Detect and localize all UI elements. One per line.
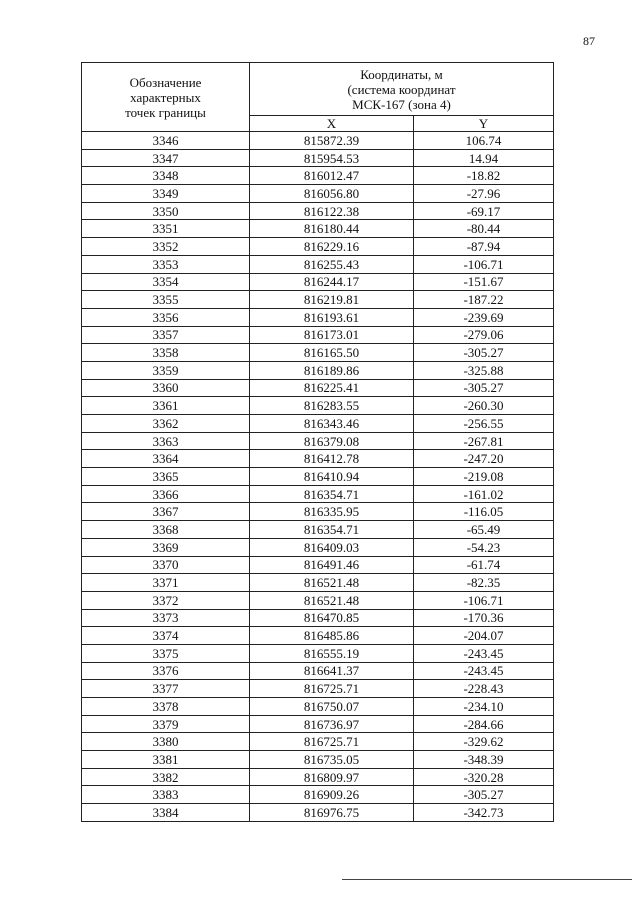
point-id-cell: 3363 bbox=[82, 432, 250, 450]
header-coords-line: (система координат bbox=[347, 81, 456, 97]
table-row bbox=[82, 574, 554, 592]
x-coordinate-cell: 816244.17 bbox=[250, 273, 414, 291]
table-row bbox=[82, 521, 554, 539]
x-coordinate-cell: 816056.80 bbox=[250, 185, 414, 203]
point-id-cell: 3359 bbox=[82, 361, 250, 379]
y-coordinate-cell: -80.44 bbox=[414, 220, 554, 238]
table-row bbox=[82, 167, 554, 185]
point-id-cell: 3352 bbox=[82, 238, 250, 256]
point-id-cell: 3360 bbox=[82, 379, 250, 397]
y-coordinate-cell: -239.69 bbox=[414, 308, 554, 326]
point-id-cell: 3366 bbox=[82, 485, 250, 503]
x-coordinate-cell: 816343.46 bbox=[250, 415, 414, 433]
x-coordinate-cell: 816255.43 bbox=[250, 255, 414, 273]
x-coordinate-cell: 816412.78 bbox=[250, 450, 414, 468]
table-row bbox=[82, 379, 554, 397]
y-coordinate-cell: -234.10 bbox=[414, 698, 554, 716]
x-coordinate-cell: 816485.86 bbox=[250, 627, 414, 645]
point-id-cell: 3357 bbox=[82, 326, 250, 344]
x-coordinate-cell: 816909.26 bbox=[250, 786, 414, 804]
table-row bbox=[82, 768, 554, 786]
table-row bbox=[82, 132, 554, 150]
point-id-cell: 3351 bbox=[82, 220, 250, 238]
y-coordinate-cell: -18.82 bbox=[414, 167, 554, 185]
x-coordinate-cell: 816219.81 bbox=[250, 291, 414, 309]
y-coordinate-cell: -54.23 bbox=[414, 538, 554, 556]
point-id-cell: 3346 bbox=[82, 132, 250, 150]
y-coordinate-cell: -325.88 bbox=[414, 361, 554, 379]
table-row bbox=[82, 715, 554, 733]
x-coordinate-cell: 816165.50 bbox=[250, 344, 414, 362]
y-coordinate-cell: -204.07 bbox=[414, 627, 554, 645]
x-coordinate-cell: 816180.44 bbox=[250, 220, 414, 238]
point-id-cell: 3381 bbox=[82, 751, 250, 769]
y-coordinate-cell: -219.08 bbox=[414, 468, 554, 486]
header-coords-line: МСК-167 (зона 4) bbox=[352, 96, 451, 112]
y-coordinate-cell: -342.73 bbox=[414, 804, 554, 822]
table-row bbox=[82, 344, 554, 362]
y-coordinate-cell: -267.81 bbox=[414, 432, 554, 450]
y-coordinate-cell: -161.02 bbox=[414, 485, 554, 503]
table-row bbox=[82, 255, 554, 273]
table-body bbox=[82, 132, 554, 822]
x-coordinate-cell: 816521.48 bbox=[250, 591, 414, 609]
y-coordinate-cell: -106.71 bbox=[414, 591, 554, 609]
table-row bbox=[82, 751, 554, 769]
y-coordinate-cell: -305.27 bbox=[414, 344, 554, 362]
x-coordinate-cell: 816379.08 bbox=[250, 432, 414, 450]
point-id-cell: 3379 bbox=[82, 715, 250, 733]
point-id-cell: 3350 bbox=[82, 202, 250, 220]
table-row bbox=[82, 627, 554, 645]
point-id-cell: 3371 bbox=[82, 574, 250, 592]
header-x: X bbox=[250, 116, 414, 132]
x-coordinate-cell: 816809.97 bbox=[250, 768, 414, 786]
point-id-cell: 3358 bbox=[82, 344, 250, 362]
x-coordinate-cell: 816012.47 bbox=[250, 167, 414, 185]
x-coordinate-cell: 816976.75 bbox=[250, 804, 414, 822]
table-row bbox=[82, 538, 554, 556]
x-coordinate-cell: 816189.86 bbox=[250, 361, 414, 379]
point-id-cell: 3347 bbox=[82, 149, 250, 167]
x-coordinate-cell: 815954.53 bbox=[250, 149, 414, 167]
x-coordinate-cell: 815872.39 bbox=[250, 132, 414, 150]
point-id-cell: 3353 bbox=[82, 255, 250, 273]
header-y: Y bbox=[414, 116, 554, 132]
y-coordinate-cell: -151.67 bbox=[414, 273, 554, 291]
x-coordinate-cell: 816122.38 bbox=[250, 202, 414, 220]
table-row bbox=[82, 308, 554, 326]
point-id-cell: 3365 bbox=[82, 468, 250, 486]
x-coordinate-cell: 816725.71 bbox=[250, 680, 414, 698]
table-row bbox=[82, 361, 554, 379]
page-number: 87 bbox=[583, 34, 595, 48]
y-coordinate-cell: -243.45 bbox=[414, 644, 554, 662]
x-coordinate-cell: 816335.95 bbox=[250, 503, 414, 521]
y-coordinate-cell: -256.55 bbox=[414, 415, 554, 433]
y-coordinate-cell: -228.43 bbox=[414, 680, 554, 698]
table-row bbox=[82, 220, 554, 238]
point-id-cell: 3356 bbox=[82, 308, 250, 326]
table-row bbox=[82, 786, 554, 804]
header-coords-line: Координаты, м bbox=[360, 66, 443, 82]
point-id-cell: 3373 bbox=[82, 609, 250, 627]
table-row bbox=[82, 698, 554, 716]
x-coordinate-cell: 816193.61 bbox=[250, 308, 414, 326]
x-coordinate-cell: 816736.97 bbox=[250, 715, 414, 733]
point-id-cell: 3382 bbox=[82, 768, 250, 786]
y-coordinate-cell: -170.36 bbox=[414, 609, 554, 627]
x-coordinate-cell: 816491.46 bbox=[250, 556, 414, 574]
coordinates-table bbox=[81, 62, 554, 822]
y-coordinate-cell: -320.28 bbox=[414, 768, 554, 786]
point-id-cell: 3354 bbox=[82, 273, 250, 291]
x-coordinate-cell: 816354.71 bbox=[250, 521, 414, 539]
point-id-cell: 3369 bbox=[82, 538, 250, 556]
x-coordinate-cell: 816354.71 bbox=[250, 485, 414, 503]
footer-rule bbox=[342, 879, 632, 880]
table-row bbox=[82, 149, 554, 167]
point-id-cell: 3378 bbox=[82, 698, 250, 716]
table-row bbox=[82, 238, 554, 256]
x-coordinate-cell: 816410.94 bbox=[250, 468, 414, 486]
point-id-cell: 3377 bbox=[82, 680, 250, 698]
y-coordinate-cell: -329.62 bbox=[414, 733, 554, 751]
x-coordinate-cell: 816409.03 bbox=[250, 538, 414, 556]
x-coordinate-cell: 816555.19 bbox=[250, 644, 414, 662]
y-coordinate-cell: -27.96 bbox=[414, 185, 554, 203]
y-coordinate-cell: -305.27 bbox=[414, 786, 554, 804]
point-id-cell: 3367 bbox=[82, 503, 250, 521]
table-row bbox=[82, 804, 554, 822]
x-coordinate-cell: 816735.05 bbox=[250, 751, 414, 769]
table-row bbox=[82, 450, 554, 468]
table-row bbox=[82, 644, 554, 662]
x-coordinate-cell: 816725.71 bbox=[250, 733, 414, 751]
table-row bbox=[82, 291, 554, 309]
table-row bbox=[82, 432, 554, 450]
point-id-cell: 3364 bbox=[82, 450, 250, 468]
table-row bbox=[82, 273, 554, 291]
header-label-line: характерных bbox=[130, 89, 201, 105]
table-row bbox=[82, 733, 554, 751]
table-row bbox=[82, 468, 554, 486]
x-coordinate-cell: 816229.16 bbox=[250, 238, 414, 256]
header-label-line: точек границы bbox=[125, 104, 206, 120]
x-coordinate-cell: 816173.01 bbox=[250, 326, 414, 344]
table-row bbox=[82, 609, 554, 627]
table-row bbox=[82, 202, 554, 220]
table-row bbox=[82, 680, 554, 698]
y-coordinate-cell: -260.30 bbox=[414, 397, 554, 415]
y-coordinate-cell: -243.45 bbox=[414, 662, 554, 680]
header-point-designation bbox=[82, 63, 250, 132]
y-coordinate-cell: -279.06 bbox=[414, 326, 554, 344]
table-row bbox=[82, 485, 554, 503]
x-coordinate-cell: 816470.85 bbox=[250, 609, 414, 627]
point-id-cell: 3380 bbox=[82, 733, 250, 751]
point-id-cell: 3370 bbox=[82, 556, 250, 574]
table-row bbox=[82, 326, 554, 344]
x-coordinate-cell: 816225.41 bbox=[250, 379, 414, 397]
point-id-cell: 3349 bbox=[82, 185, 250, 203]
table-row bbox=[82, 556, 554, 574]
header-label-line: Обозначение bbox=[129, 74, 202, 90]
y-coordinate-cell: -116.05 bbox=[414, 503, 554, 521]
point-id-cell: 3361 bbox=[82, 397, 250, 415]
header-coordinates bbox=[250, 63, 554, 116]
y-coordinate-cell: -106.71 bbox=[414, 255, 554, 273]
y-coordinate-cell: -284.66 bbox=[414, 715, 554, 733]
point-id-cell: 3362 bbox=[82, 415, 250, 433]
y-coordinate-cell: -69.17 bbox=[414, 202, 554, 220]
table-row bbox=[82, 591, 554, 609]
x-coordinate-cell: 816750.07 bbox=[250, 698, 414, 716]
y-coordinate-cell: -247.20 bbox=[414, 450, 554, 468]
table-row bbox=[82, 397, 554, 415]
table-row bbox=[82, 503, 554, 521]
y-coordinate-cell: 106.74 bbox=[414, 132, 554, 150]
point-id-cell: 3376 bbox=[82, 662, 250, 680]
point-id-cell: 3355 bbox=[82, 291, 250, 309]
y-coordinate-cell: -305.27 bbox=[414, 379, 554, 397]
y-coordinate-cell: -65.49 bbox=[414, 521, 554, 539]
point-id-cell: 3383 bbox=[82, 786, 250, 804]
x-coordinate-cell: 816283.55 bbox=[250, 397, 414, 415]
y-coordinate-cell: -61.74 bbox=[414, 556, 554, 574]
y-coordinate-cell: -348.39 bbox=[414, 751, 554, 769]
table-row bbox=[82, 185, 554, 203]
point-id-cell: 3368 bbox=[82, 521, 250, 539]
point-id-cell: 3348 bbox=[82, 167, 250, 185]
table-row bbox=[82, 662, 554, 680]
point-id-cell: 3384 bbox=[82, 804, 250, 822]
x-coordinate-cell: 816521.48 bbox=[250, 574, 414, 592]
point-id-cell: 3372 bbox=[82, 591, 250, 609]
y-coordinate-cell: -82.35 bbox=[414, 574, 554, 592]
y-coordinate-cell: -187.22 bbox=[414, 291, 554, 309]
table-row bbox=[82, 415, 554, 433]
point-id-cell: 3374 bbox=[82, 627, 250, 645]
y-coordinate-cell: 14.94 bbox=[414, 149, 554, 167]
x-coordinate-cell: 816641.37 bbox=[250, 662, 414, 680]
y-coordinate-cell: -87.94 bbox=[414, 238, 554, 256]
point-id-cell: 3375 bbox=[82, 644, 250, 662]
